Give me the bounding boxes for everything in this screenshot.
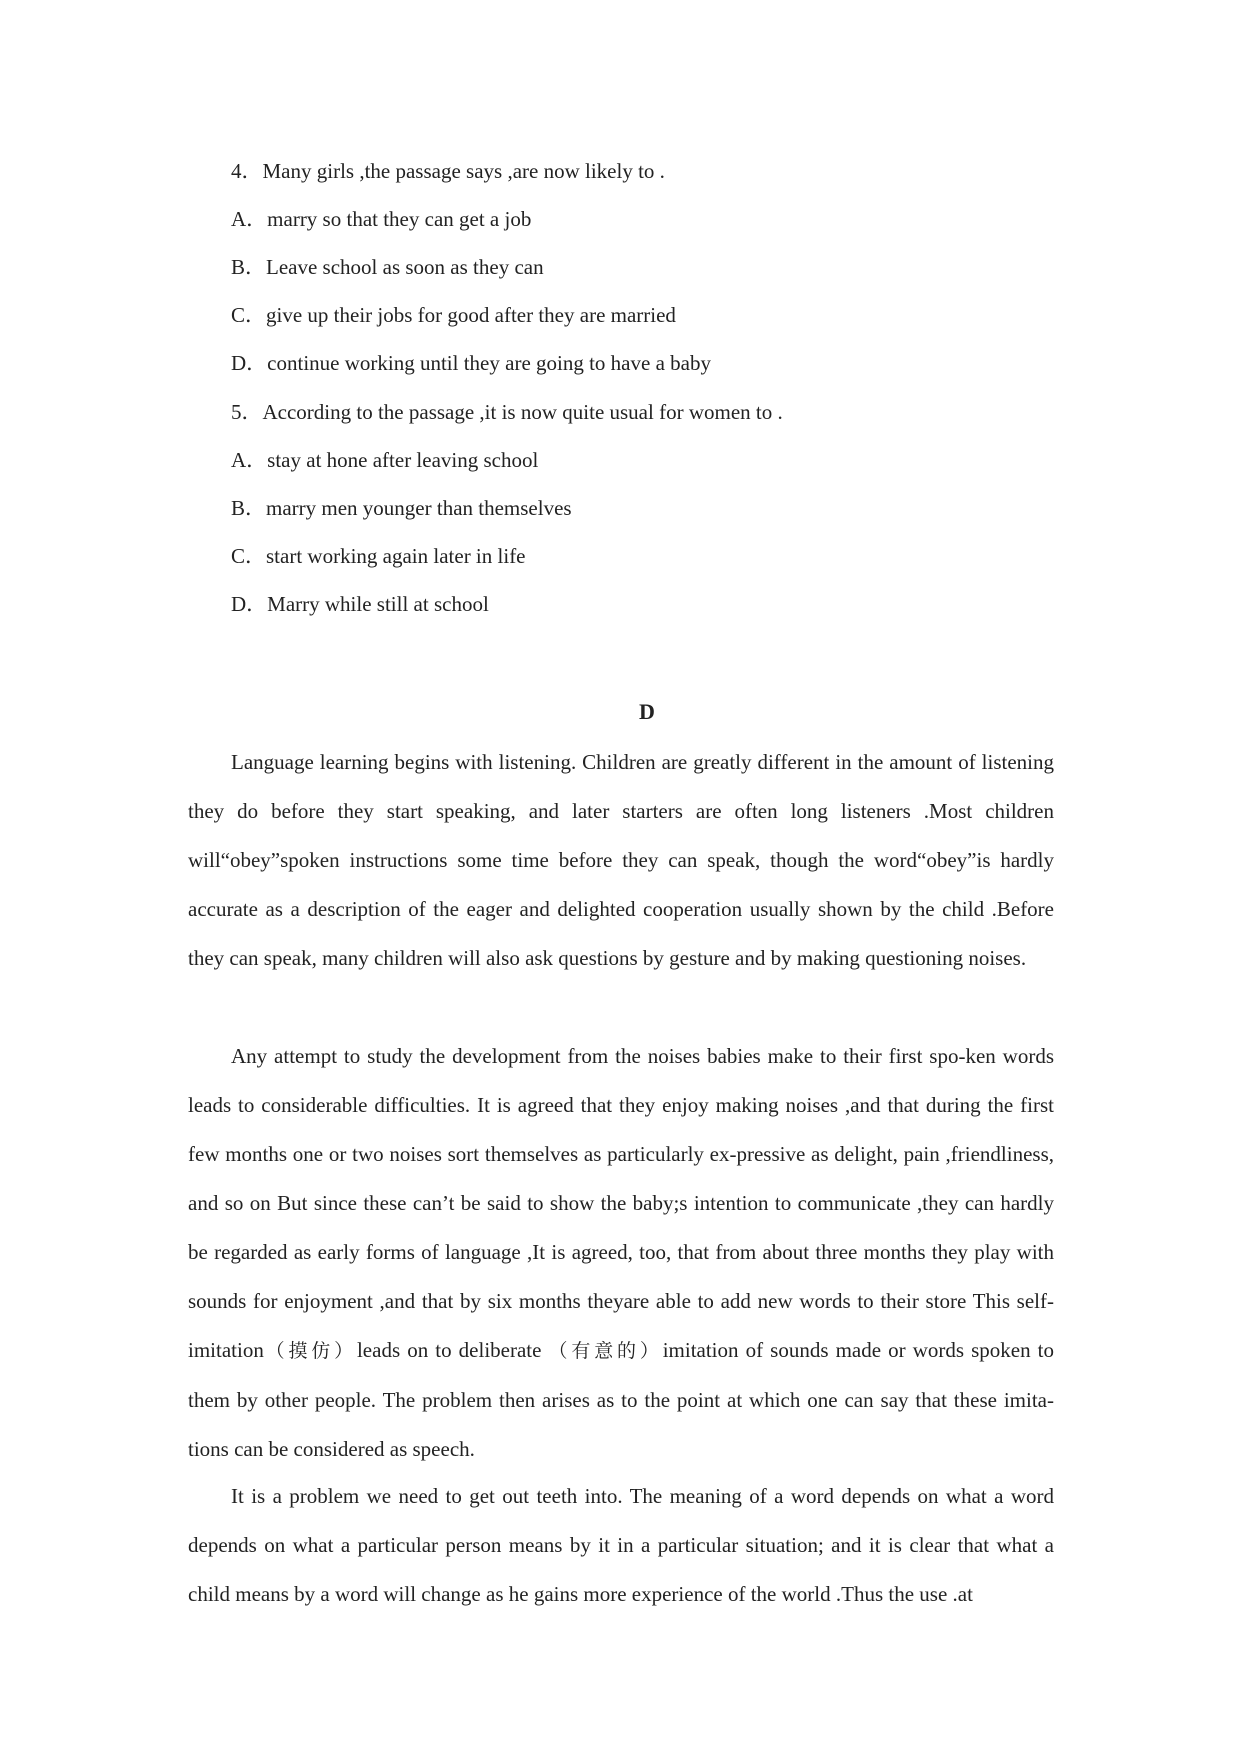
question-5-option-d: D．Marry while still at school bbox=[231, 592, 489, 616]
question-4-option-a: A．marry so that they can get a job bbox=[231, 207, 532, 231]
question-5-option-b: B．marry men younger than themselves bbox=[231, 496, 572, 520]
paragraph-text-part: imitation of sounds made or words spoken to them by other people. The problem then arises as to the point at which one can say that these imita-tions can be considered as speech. bbox=[188, 1338, 1055, 1461]
paragraph-text: Language learning begins with listening. Children are greatly different in the amount of listening they do before they start speaking, and later starters are often long listeners .Most children will“obey”spoken instructions some time before they can speak, though the word“obey”is hardly accurate as a description of the eager and delighted cooperation usually shown by the child .Before they can speak, many children will also ask questions by gesture and by making questioning noises. bbox=[188, 750, 1054, 970]
question-4-option-b: B．Leave school as soon as they can bbox=[231, 255, 544, 279]
question-5-stem: 5．According to the passage ,it is now quite usual for women to . bbox=[231, 400, 783, 424]
question-5-option-a: A．stay at hone after leaving school bbox=[231, 448, 539, 472]
passage-paragraph-2 bbox=[188, 1032, 1054, 1474]
question-4-option-d: D．continue working until they are going to have a baby bbox=[231, 351, 711, 375]
paragraph-text-part: Any attempt to study the development from the noises babies make to their first spo-ken words leads to considerable difficulties. It is agreed that they enjoy making noises ,and that during the first few months one or two noises sort themselves as particularly ex-pressive as delight, pain ,friendliness, and so on But since these can’t be said to show the baby;s intention to communicate ,they can hardly be regarded as early forms of language ,It is agreed, too, that from about three months they play with sounds for enjoyment ,and that by six months theyare able to add new words to their store This self-imitation bbox=[188, 1044, 1054, 1362]
question-5-option-c: C．start working again later in life bbox=[231, 544, 526, 568]
paragraph-text: It is a problem we need to get out teeth into. The meaning of a word depends on what a word depends on what a particular person means by it in a particular situation; and it is clear that what a child means by a word will change as he gains more experience of the world .Thus the use .at bbox=[188, 1484, 1054, 1606]
chinese-gloss: （有意的） bbox=[548, 1340, 663, 1362]
passage-paragraph-1 bbox=[188, 738, 1054, 983]
section-title: D bbox=[639, 699, 655, 724]
paragraph-text bbox=[188, 1032, 1054, 1474]
paragraph-text-part: leads on to deliberate bbox=[356, 1338, 542, 1362]
chinese-gloss: （摸仿） bbox=[263, 1340, 357, 1362]
question-4-option-c: C．give up their jobs for good after they are married bbox=[231, 303, 676, 327]
question-4-stem: 4．Many girls ,the passage says ,are now likely to . bbox=[231, 159, 665, 183]
passage-paragraph-3 bbox=[188, 1472, 1054, 1619]
